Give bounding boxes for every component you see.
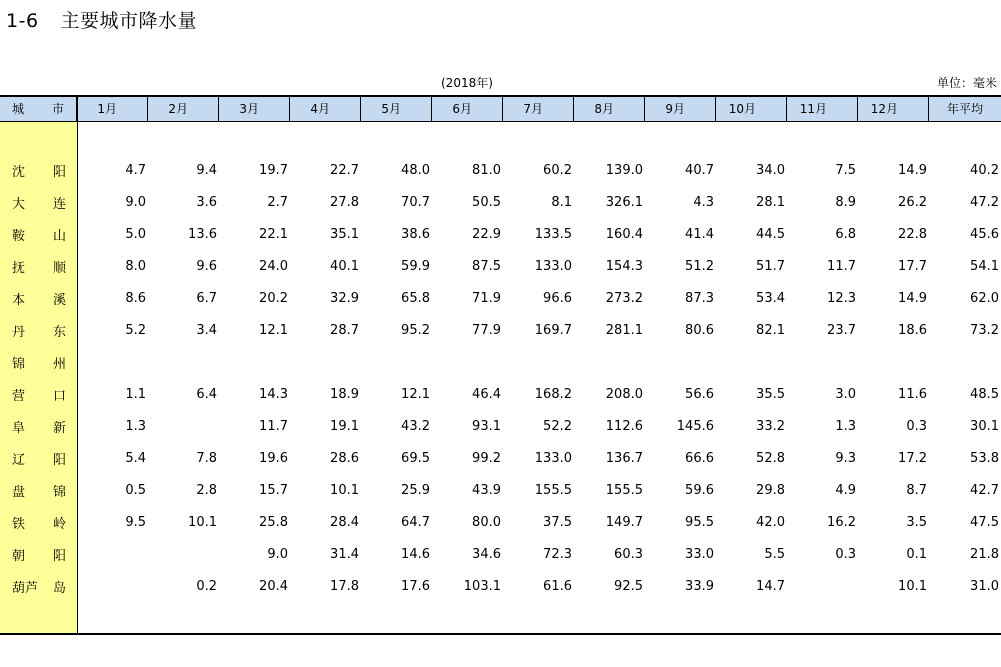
monthly-precipitation-cell: 48.0 [401,162,430,178]
monthly-precipitation-cell: 133.0 [534,450,572,466]
city-name-part: 营 [12,388,26,404]
city-name [0,417,77,436]
monthly-precipitation-cell: 139.0 [605,162,643,178]
monthly-precipitation-cell: 14.3 [259,386,288,402]
monthly-precipitation-cell: 0.1 [906,546,927,562]
city-name-part: 抚 [12,260,26,276]
monthly-precipitation-cell: 155.5 [534,482,572,498]
monthly-precipitation-cell: 28.4 [330,514,359,530]
city-name-part: 山 [52,228,66,244]
monthly-precipitation-cell: 40.7 [685,162,714,178]
monthly-precipitation-cell: 0.3 [906,418,927,434]
monthly-precipitation-cell: 82.1 [756,322,785,338]
monthly-precipitation-cell: 7.5 [835,162,856,178]
monthly-precipitation-cell: 35.5 [756,386,785,402]
city-name [0,545,77,564]
city-name-part: 连 [52,196,66,212]
city-name-part: 铁 [12,516,26,532]
monthly-precipitation-cell: 29.8 [756,482,785,498]
header-city-char-2: 市 [51,102,64,116]
monthly-precipitation-cell: 2.8 [196,482,217,498]
monthly-precipitation-cell: 18.6 [898,322,927,338]
table-number: 1-6 [6,10,39,32]
unit-label: 单位：毫米 [936,76,997,90]
monthly-precipitation-cell: 11.7 [827,258,856,274]
monthly-precipitation-cell: 4.7 [125,162,146,178]
precipitation-table [0,95,1001,635]
monthly-precipitation-cell: 9.6 [196,258,217,274]
monthly-precipitation-cell: 15.7 [259,482,288,498]
header-month: 3月 [219,97,290,121]
header-month: 9月 [645,97,716,121]
monthly-precipitation-cell: 1.3 [125,418,146,434]
city-name-part: 朝 [12,548,26,564]
city-name-part: 州 [52,356,66,372]
city-name-part: 新 [52,420,66,436]
annual-average-cell: 45.6 [970,226,999,242]
header-month: 10月 [716,97,787,121]
monthly-precipitation-cell: 133.5 [534,226,572,242]
monthly-precipitation-cell: 22.8 [898,226,927,242]
monthly-precipitation-cell: 95.5 [685,514,714,530]
monthly-precipitation-cell: 66.6 [685,450,714,466]
city-name-part: 葫芦 [12,580,39,596]
monthly-precipitation-cell: 23.7 [827,322,856,338]
city-name-part: 阳 [52,452,66,468]
table-bottom-rule [0,633,1001,635]
monthly-precipitation-cell: 35.1 [330,226,359,242]
monthly-precipitation-cell: 326.1 [605,194,643,210]
monthly-precipitation-cell: 0.2 [196,578,217,594]
monthly-precipitation-cell: 14.9 [898,162,927,178]
monthly-precipitation-cell: 60.3 [614,546,643,562]
city-name-part: 沈 [12,164,26,180]
monthly-precipitation-cell: 16.2 [827,514,856,530]
city-name-part: 溪 [52,292,66,308]
monthly-precipitation-cell: 10.1 [898,578,927,594]
city-name-part: 本 [12,292,26,308]
monthly-precipitation-cell: 28.1 [756,194,785,210]
monthly-precipitation-cell: 25.8 [259,514,288,530]
monthly-precipitation-cell: 59.9 [401,258,430,274]
monthly-precipitation-cell: 7.8 [196,450,217,466]
monthly-precipitation-cell: 169.7 [534,322,572,338]
city-name [0,353,77,372]
monthly-precipitation-cell: 87.3 [685,290,714,306]
monthly-precipitation-cell: 37.5 [543,514,572,530]
monthly-precipitation-cell: 69.5 [401,450,430,466]
monthly-precipitation-cell: 2.7 [267,194,288,210]
monthly-precipitation-cell: 5.2 [125,322,146,338]
monthly-precipitation-cell: 17.6 [401,578,430,594]
header-month: 7月 [503,97,574,121]
monthly-precipitation-cell: 10.1 [330,482,359,498]
monthly-precipitation-cell: 14.6 [401,546,430,562]
table-row [0,218,1001,250]
city-name [0,161,77,180]
annual-average-cell: 48.5 [970,386,999,402]
city-name-part: 阳 [52,164,66,180]
monthly-precipitation-cell: 6.4 [196,386,217,402]
city-name [0,193,77,212]
city-name [0,321,77,340]
city-name-part: 阜 [12,420,26,436]
city-name [0,257,77,276]
monthly-precipitation-cell: 46.4 [472,386,501,402]
monthly-precipitation-cell: 273.2 [605,290,643,306]
monthly-precipitation-cell: 9.0 [125,194,146,210]
table-row [0,186,1001,218]
city-name-part: 顺 [52,260,66,276]
monthly-precipitation-cell: 64.7 [401,514,430,530]
monthly-precipitation-cell: 31.4 [330,546,359,562]
table-row [0,154,1001,186]
monthly-precipitation-cell: 80.0 [472,514,501,530]
monthly-precipitation-cell: 10.1 [188,514,217,530]
monthly-precipitation-cell: 56.6 [685,386,714,402]
monthly-precipitation-cell: 20.4 [259,578,288,594]
monthly-precipitation-cell: 59.6 [685,482,714,498]
city-name-part: 岛 [52,580,66,596]
table-row [0,410,1001,442]
annual-average-cell: 53.8 [970,450,999,466]
monthly-precipitation-cell: 0.5 [125,482,146,498]
header-city-char-1: 城 [12,102,25,116]
monthly-precipitation-cell: 51.2 [685,258,714,274]
monthly-precipitation-cell: 22.7 [330,162,359,178]
monthly-precipitation-cell: 19.7 [259,162,288,178]
header-month: 2月 [148,97,219,121]
monthly-precipitation-cell: 33.9 [685,578,714,594]
monthly-precipitation-cell: 28.7 [330,322,359,338]
annual-average-cell: 54.1 [970,258,999,274]
annual-average-cell: 21.8 [970,546,999,562]
monthly-precipitation-cell: 17.8 [330,578,359,594]
monthly-precipitation-cell: 12.3 [827,290,856,306]
monthly-precipitation-cell: 11.7 [259,418,288,434]
monthly-precipitation-cell: 32.9 [330,290,359,306]
monthly-precipitation-cell: 87.5 [472,258,501,274]
table-body [0,154,1001,602]
table-row [0,570,1001,602]
monthly-precipitation-cell: 99.2 [472,450,501,466]
monthly-precipitation-cell: 154.3 [605,258,643,274]
city-name [0,289,77,308]
city-name [0,449,77,468]
monthly-precipitation-cell: 8.9 [835,194,856,210]
monthly-precipitation-cell: 4.9 [835,482,856,498]
monthly-precipitation-cell: 22.1 [259,226,288,242]
monthly-precipitation-cell: 65.8 [401,290,430,306]
monthly-precipitation-cell: 93.1 [472,418,501,434]
monthly-precipitation-cell: 6.7 [196,290,217,306]
monthly-precipitation-cell: 40.1 [330,258,359,274]
monthly-precipitation-cell: 6.8 [835,226,856,242]
city-name [0,577,77,596]
monthly-precipitation-cell: 80.6 [685,322,714,338]
monthly-precipitation-cell: 92.5 [614,578,643,594]
monthly-precipitation-cell: 12.1 [401,386,430,402]
city-name-part: 锦 [52,484,66,500]
monthly-precipitation-cell: 3.5 [906,514,927,530]
monthly-precipitation-cell: 71.9 [472,290,501,306]
monthly-precipitation-cell: 136.7 [605,450,643,466]
monthly-precipitation-cell: 103.1 [463,578,501,594]
annual-average-cell: 47.2 [970,194,999,210]
header-month: 8月 [574,97,645,121]
header-annual-average: 年平均 [946,102,983,116]
monthly-precipitation-cell: 52.8 [756,450,785,466]
monthly-precipitation-cell: 44.5 [756,226,785,242]
monthly-precipitation-cell: 13.6 [188,226,217,242]
city-name [0,385,77,404]
table-row [0,250,1001,282]
monthly-precipitation-cell: 3.6 [196,194,217,210]
city-name [0,513,77,532]
monthly-precipitation-cell: 145.6 [676,418,714,434]
table-row [0,442,1001,474]
city-name-part: 鞍 [12,228,26,244]
header-month: 11月 [787,97,858,121]
monthly-precipitation-cell: 34.6 [472,546,501,562]
monthly-precipitation-cell: 51.7 [756,258,785,274]
monthly-precipitation-cell: 70.7 [401,194,430,210]
monthly-precipitation-cell: 17.2 [898,450,927,466]
monthly-precipitation-cell: 42.0 [756,514,785,530]
monthly-precipitation-cell: 168.2 [534,386,572,402]
monthly-precipitation-cell: 8.0 [125,258,146,274]
monthly-precipitation-cell: 5.4 [125,450,146,466]
monthly-precipitation-cell: 8.1 [551,194,572,210]
page-title [6,6,197,33]
monthly-precipitation-cell: 61.6 [543,578,572,594]
monthly-precipitation-cell: 25.9 [401,482,430,498]
annual-average-cell: 47.5 [970,514,999,530]
monthly-precipitation-cell: 0.3 [835,546,856,562]
monthly-precipitation-cell: 5.5 [764,546,785,562]
table-row [0,474,1001,506]
table-row [0,538,1001,570]
monthly-precipitation-cell: 53.4 [756,290,785,306]
monthly-precipitation-cell: 1.3 [835,418,856,434]
monthly-precipitation-cell: 4.3 [693,194,714,210]
annual-average-cell: 73.2 [970,322,999,338]
annual-average-cell: 31.0 [970,578,999,594]
city-name-part: 盘 [12,484,26,500]
monthly-precipitation-cell: 28.6 [330,450,359,466]
header-month: 1月 [77,97,148,121]
monthly-precipitation-cell: 19.1 [330,418,359,434]
monthly-precipitation-cell: 81.0 [472,162,501,178]
annual-average-cell: 42.7 [970,482,999,498]
header-month: 12月 [858,97,929,121]
table-row [0,506,1001,538]
monthly-precipitation-cell: 9.3 [835,450,856,466]
monthly-precipitation-cell: 43.9 [472,482,501,498]
monthly-precipitation-cell: 281.1 [605,322,643,338]
city-name [0,225,77,244]
annual-average-cell: 62.0 [970,290,999,306]
monthly-precipitation-cell: 155.5 [605,482,643,498]
monthly-precipitation-cell: 41.4 [685,226,714,242]
monthly-precipitation-cell: 72.3 [543,546,572,562]
monthly-precipitation-cell: 22.9 [472,226,501,242]
table-title: 主要城市降水量 [60,10,198,32]
monthly-precipitation-cell: 14.7 [756,578,785,594]
monthly-precipitation-cell: 8.7 [906,482,927,498]
monthly-precipitation-cell: 33.2 [756,418,785,434]
monthly-precipitation-cell: 60.2 [543,162,572,178]
monthly-precipitation-cell: 133.0 [534,258,572,274]
monthly-precipitation-cell: 9.0 [267,546,288,562]
monthly-precipitation-cell: 95.2 [401,322,430,338]
monthly-precipitation-cell: 77.9 [472,322,501,338]
monthly-precipitation-cell: 12.1 [259,322,288,338]
monthly-precipitation-cell: 8.6 [125,290,146,306]
table-row [0,378,1001,410]
city-name-part: 大 [12,196,26,212]
annual-average-cell: 40.2 [970,162,999,178]
header-month: 6月 [432,97,503,121]
monthly-precipitation-cell: 34.0 [756,162,785,178]
table-row [0,346,1001,378]
header-month: 4月 [290,97,361,121]
city-name-part: 东 [52,324,66,340]
monthly-precipitation-cell: 33.0 [685,546,714,562]
monthly-precipitation-cell: 18.9 [330,386,359,402]
monthly-precipitation-cell: 1.1 [125,386,146,402]
city-name [0,481,77,500]
city-name-part: 岭 [52,516,66,532]
monthly-precipitation-cell: 112.6 [605,418,643,434]
header-month: 5月 [361,97,432,121]
monthly-precipitation-cell: 20.2 [259,290,288,306]
monthly-precipitation-cell: 50.5 [472,194,501,210]
monthly-precipitation-cell: 3.4 [196,322,217,338]
table-header-row [0,97,1001,122]
city-name-part: 丹 [12,324,26,340]
monthly-precipitation-cell: 9.5 [125,514,146,530]
annual-average-cell: 30.1 [970,418,999,434]
monthly-precipitation-cell: 160.4 [605,226,643,242]
header-city [0,97,77,121]
monthly-precipitation-cell: 52.2 [543,418,572,434]
monthly-precipitation-cell: 17.7 [898,258,927,274]
city-name-part: 口 [52,388,66,404]
monthly-precipitation-cell: 19.6 [259,450,288,466]
monthly-precipitation-cell: 11.6 [898,386,927,402]
table-row [0,282,1001,314]
monthly-precipitation-cell: 9.4 [196,162,217,178]
year-label: (2018年) [441,76,493,90]
monthly-precipitation-cell: 24.0 [259,258,288,274]
table-row [0,314,1001,346]
city-name-part: 阳 [52,548,66,564]
monthly-precipitation-cell: 43.2 [401,418,430,434]
monthly-precipitation-cell: 27.8 [330,194,359,210]
monthly-precipitation-cell: 26.2 [898,194,927,210]
monthly-precipitation-cell: 208.0 [605,386,643,402]
monthly-precipitation-cell: 38.6 [401,226,430,242]
monthly-precipitation-cell: 96.6 [543,290,572,306]
monthly-precipitation-cell: 14.9 [898,290,927,306]
monthly-precipitation-cell: 3.0 [835,386,856,402]
city-name-part: 锦 [12,356,26,372]
monthly-precipitation-cell: 149.7 [605,514,643,530]
monthly-precipitation-cell: 5.0 [125,226,146,242]
city-name-part: 辽 [12,452,26,468]
